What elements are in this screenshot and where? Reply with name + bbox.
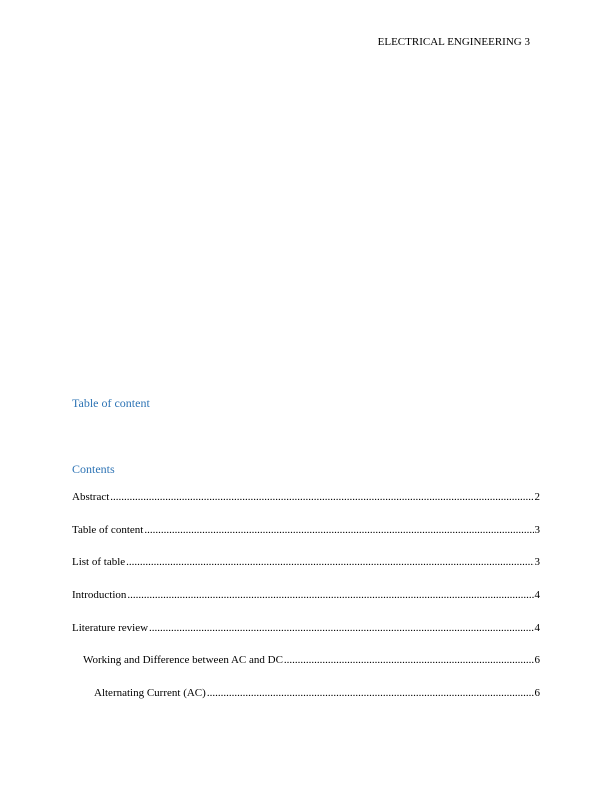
toc-entry-label: Alternating Current (AC) (94, 687, 206, 700)
toc-dot-leader (149, 622, 533, 634)
toc-entry-alternating-current[interactable] (72, 687, 540, 720)
toc-entry-page: 3 (534, 523, 540, 536)
toc-dot-leader (126, 556, 533, 568)
toc-entry-label: Working and Difference between AC and DC (83, 654, 283, 667)
toc-dot-leader (110, 491, 533, 503)
toc-entry-page: 4 (534, 621, 540, 634)
toc-dot-leader (144, 524, 533, 536)
toc-entry-working-and-difference[interactable] (72, 654, 540, 687)
toc-entry-page: 6 (534, 687, 540, 700)
toc-entry-list-of-table[interactable] (72, 556, 540, 589)
running-header: ELECTRICAL ENGINEERING 3 (377, 36, 530, 48)
toc-entry-label: Introduction (72, 589, 127, 602)
toc-dot-leader (127, 589, 533, 601)
toc-entry-table-of-content[interactable] (72, 524, 540, 557)
toc-dot-leader (207, 687, 534, 699)
contents-heading: Contents (72, 462, 115, 476)
toc-entry-label: List of table (72, 556, 126, 569)
toc-entry-label: Literature review (72, 621, 149, 634)
toc-entry-page: 6 (534, 654, 540, 667)
toc-entry-page: 3 (534, 556, 540, 569)
toc-entry-page: 4 (534, 589, 540, 602)
table-of-contents (72, 491, 540, 720)
toc-entry-introduction[interactable] (72, 589, 540, 622)
toc-dot-leader (284, 654, 534, 666)
toc-entry-label: Abstract (72, 491, 110, 503)
toc-entry-label: Table of content (72, 523, 144, 536)
toc-entry-page: 2 (534, 491, 540, 503)
toc-entry-literature-review[interactable] (72, 622, 540, 655)
table-of-content-heading: Table of content (72, 396, 150, 410)
toc-entry-abstract[interactable] (72, 491, 540, 524)
